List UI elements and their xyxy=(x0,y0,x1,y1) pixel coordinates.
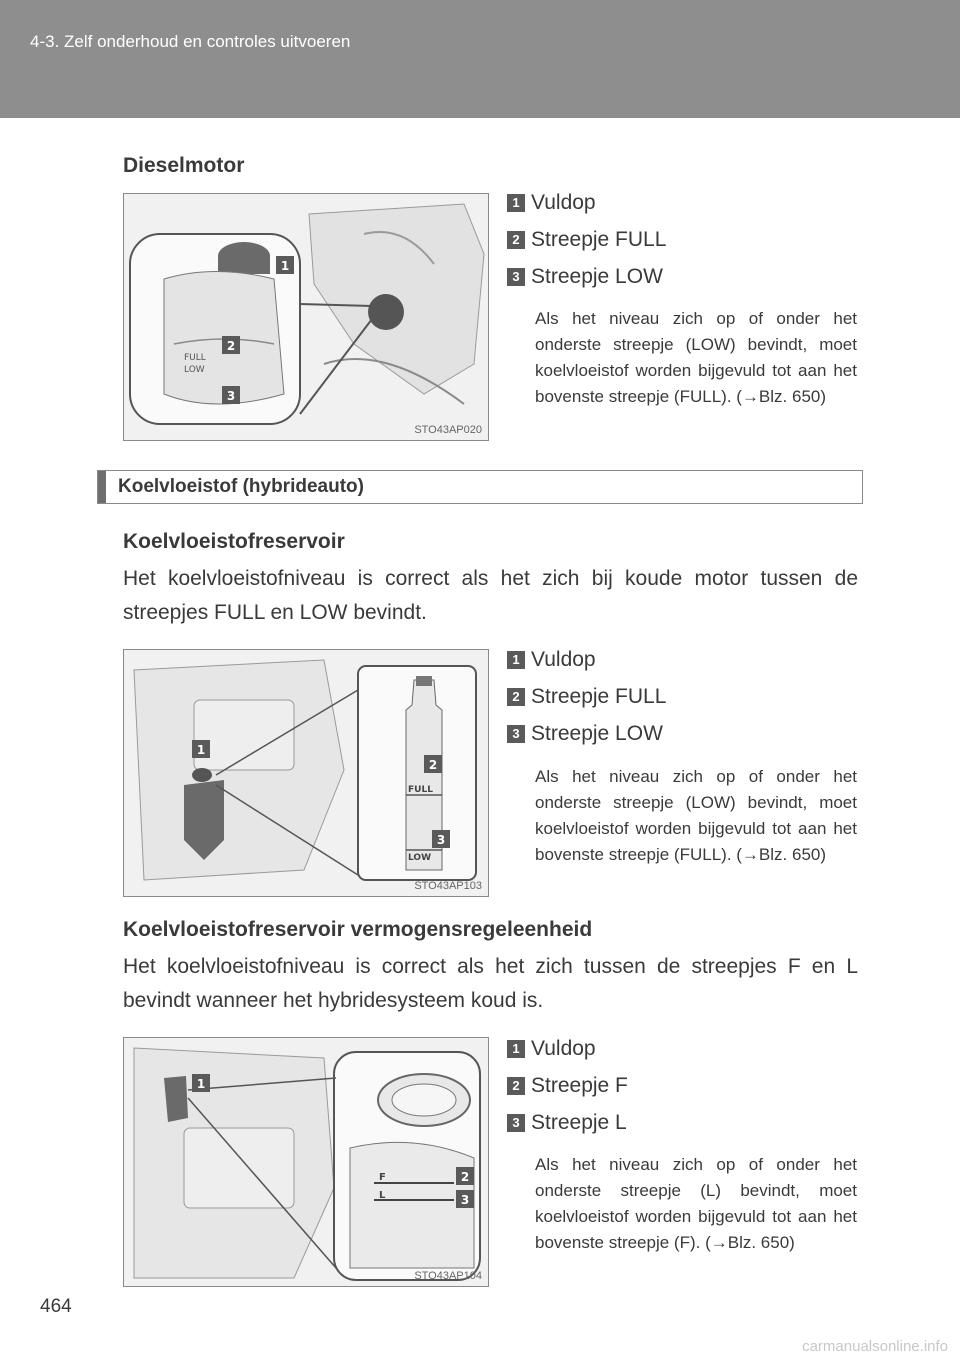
reservoir-heading: Koelvloeistofreservoir xyxy=(123,530,345,553)
pcu-heading: Koelvloeistofreservoir vermogensregeleenheid xyxy=(123,918,593,941)
pcu-figure xyxy=(123,1037,489,1287)
legend-label: Streepje FULL xyxy=(531,685,667,708)
watermark: carmanualsonline.info xyxy=(802,1338,948,1355)
reservoir-note: Als het niveau zich op of onder het onderste streepje (LOW) bevindt, moet koelvloeistof worden bijgevuld tot aan het bovenste streepje (FULL). (→Blz. 650) xyxy=(535,767,857,864)
legend-number: 3 xyxy=(507,725,525,743)
diesel-figure xyxy=(123,193,489,441)
section-bar xyxy=(98,471,106,503)
legend-label: Streepje FULL xyxy=(531,228,667,251)
legend-item xyxy=(507,227,857,264)
diesel-fig-callout-3: 3 xyxy=(226,389,236,403)
legend-label: Streepje L xyxy=(531,1111,627,1134)
pcu-fig-callout-2: 2 xyxy=(460,1170,470,1184)
legend-label: Streepje LOW xyxy=(531,265,663,288)
legend-item xyxy=(507,190,857,227)
legend-item xyxy=(507,647,857,684)
legend-number: 2 xyxy=(507,1077,525,1095)
pcu-note: Als het niveau zich op of onder het onderste streepje (L) bevindt, moet koelvloeistof worden bijgevuld tot aan het bovenste streepje (F). (→Blz. 650) xyxy=(535,1155,857,1252)
reservoir-figure xyxy=(123,649,489,897)
legend-item xyxy=(507,1036,857,1073)
legend-label: Vuldop xyxy=(531,1037,596,1060)
legend-item xyxy=(507,684,857,721)
diesel-note: Als het niveau zich op of onder het onderste streepje (LOW) bevindt, moet koelvloeistof worden bijgevuld tot aan het bovenste streepje (FULL). (→Blz. 650) xyxy=(535,309,857,406)
reservoir-text: Het koelvloeistofniveau is correct als het zich bij koude motor tussen de streepjes FULL en LOW bevindt. xyxy=(123,567,858,624)
pcu-l-mark: L xyxy=(379,1190,386,1201)
reservoir-fig-callout-2: 2 xyxy=(428,758,438,772)
diesel-full-mark: FULL xyxy=(184,353,206,363)
page-number: 464 xyxy=(40,1296,72,1317)
legend-number: 1 xyxy=(507,194,525,212)
legend-label: Streepje LOW xyxy=(531,722,663,745)
reservoir-full-mark: FULL xyxy=(408,785,433,795)
diesel-figure-code: STO43AP020 xyxy=(414,424,482,436)
diesel-heading: Dieselmotor xyxy=(123,154,245,177)
legend-label: Streepje F xyxy=(531,1074,628,1097)
reservoir-fig-callout-1: 1 xyxy=(196,743,206,757)
legend-item xyxy=(507,1073,857,1110)
section-title: Koelvloeistof (hybrideauto) xyxy=(118,476,364,497)
legend-number: 2 xyxy=(507,231,525,249)
legend-label: Vuldop xyxy=(531,191,596,214)
legend-number: 2 xyxy=(507,688,525,706)
diesel-legend xyxy=(507,190,857,301)
reservoir-figure-code: STO43AP103 xyxy=(414,880,482,892)
header-band xyxy=(0,0,960,118)
pcu-figure-code: STO43AP104 xyxy=(414,1270,482,1282)
section-header: 4-3. Zelf onderhoud en controles uitvoeren xyxy=(30,32,351,51)
diesel-fig-callout-2: 2 xyxy=(226,339,236,353)
legend-number: 1 xyxy=(507,1040,525,1058)
legend-item xyxy=(507,264,857,301)
legend-number: 3 xyxy=(507,268,525,286)
diesel-fig-callout-1: 1 xyxy=(280,259,290,273)
pcu-fig-callout-1: 1 xyxy=(196,1077,206,1091)
pcu-legend xyxy=(507,1036,857,1147)
legend-number: 1 xyxy=(507,651,525,669)
pcu-f-mark: F xyxy=(379,1172,386,1183)
pcu-text: Het koelvloeistofniveau is correct als het zich tussen de streepjes F en L bevindt wanneer het hybridesysteem koud is. xyxy=(123,955,858,1012)
diesel-low-mark: LOW xyxy=(184,365,205,375)
legend-label: Vuldop xyxy=(531,648,596,671)
legend-item xyxy=(507,1110,857,1147)
reservoir-low-mark: LOW xyxy=(408,853,431,863)
reservoir-legend xyxy=(507,647,857,758)
pcu-fig-callout-3: 3 xyxy=(460,1193,470,1207)
section-title-box xyxy=(97,470,863,504)
reservoir-fig-callout-3: 3 xyxy=(436,833,446,847)
legend-number: 3 xyxy=(507,1114,525,1132)
legend-item xyxy=(507,721,857,758)
